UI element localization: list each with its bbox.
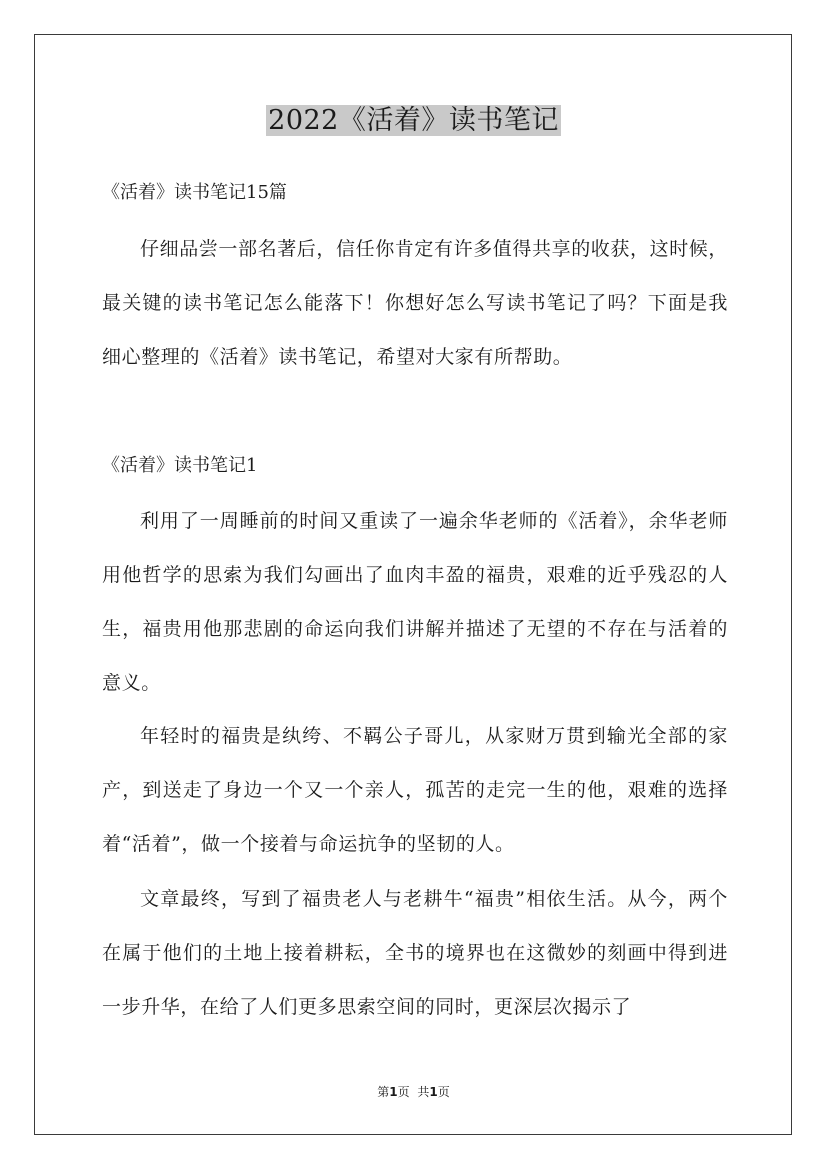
document-title (0, 100, 827, 142)
page-number-suffix: 页 (397, 1085, 410, 1099)
section-heading: 《活着》读书笔记1 (102, 455, 258, 476)
intro-paragraph: 仔细品尝一部名著后，信任你肯定有许多值得共享的收获，这时候，最关键的读书笔记怎么能落下！你想好怎么写读书笔记了吗？下面是我细心整理的《活着》读书笔记，希望对大家有所帮助。 (102, 238, 729, 368)
page-total-suffix: 页 (437, 1085, 450, 1099)
page-number-current: 1 (389, 1085, 398, 1099)
page-footer (0, 1083, 827, 1101)
document-title-text: 2022《活着》读书笔记 (268, 105, 559, 136)
page-total-count: 1 (429, 1085, 438, 1099)
body-paragraph-2: 年轻时的福贵是纨绔、不羁公子哥儿，从家财万贯到输光全部的家产，到送走了身边一个又一个亲人，孤苦的走完一生的他，艰难的选择着“活着”，做一个接着与命运抗争的坚韧的人。 (102, 725, 728, 855)
body-paragraph-1: 利用了一周睡前的时间又重读了一遍余华老师的《活着》，余华老师用他哲学的思索为我们勾画出了血肉丰盈的福贵，艰难的近乎残忍的人生，福贵用他那悲剧的命运向我们讲解并描述了无望的不存在与活着的意义。 (102, 510, 728, 694)
body-paragraph-3: 文章最终，写到了福贵老人与老耕牛“福贵”相依生活。从今，两个在属于他们的土地上接着耕耘，全书的境界也在这微妙的刻画中得到进一步升华，在给了人们更多思索空间的同时，更深层次揭示了 (102, 888, 728, 1018)
page-total-prefix: 共 (417, 1085, 430, 1099)
document-subtitle: 《活着》读书笔记15篇 (102, 182, 287, 203)
page-number-prefix: 第 (377, 1085, 390, 1099)
